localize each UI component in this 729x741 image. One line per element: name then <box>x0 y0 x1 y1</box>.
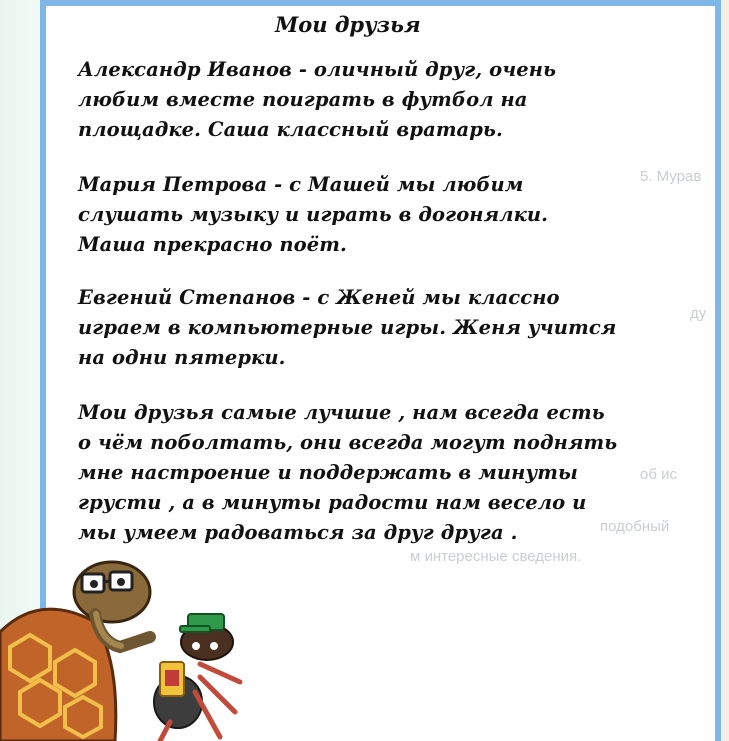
text-line: любим вместе поиграть в футбол на <box>78 88 528 111</box>
text-line: Евгений Степанов - с Женей мы классно <box>78 286 560 309</box>
text-line: площадке. Саша классный вратарь. <box>78 118 503 141</box>
text-line: Маша прекрасно поёт. <box>78 233 347 256</box>
bleed-text: подобный <box>600 518 670 535</box>
text-line: о чём поболтать, они всегда могут поднять <box>78 431 618 454</box>
text-line: Александр Иванов - оличный друг, очень <box>78 58 557 81</box>
turtle-icon <box>0 562 150 741</box>
bleed-text: 5. Мурав <box>640 168 702 185</box>
ant-icon <box>154 614 240 741</box>
bleed-text: ду <box>690 305 707 322</box>
page-margin-right <box>721 0 729 741</box>
text-line: Мария Петрова - с Машей мы любим <box>78 173 524 196</box>
text-line: Мои друзья самые лучшие , нам всегда есть <box>78 401 605 424</box>
text-line: грусти , а в минуты радости нам весело и <box>78 491 587 514</box>
text-line: на одни пятерки. <box>78 346 286 369</box>
document-title: Мои друзья <box>275 12 421 37</box>
paragraph-friend-2 <box>78 170 713 260</box>
turtle-and-ant-illustration <box>0 552 330 741</box>
frame-top <box>40 0 721 6</box>
paragraph-friend-3 <box>78 283 713 373</box>
text-line: слушать музыку и играть в догонялки. <box>78 203 549 226</box>
bleed-text: об ис <box>640 466 677 483</box>
paragraph-friend-1 <box>78 55 713 145</box>
text-line: мы умеем радоваться за друг друга . <box>78 521 518 544</box>
text-line: мне настроение и поддержать в минуты <box>78 461 578 484</box>
bleed-text: м интересные сведения. <box>410 548 582 565</box>
paragraph-conclusion <box>78 398 713 548</box>
text-line: играем в компьютерные игры. Женя учится <box>78 316 617 339</box>
